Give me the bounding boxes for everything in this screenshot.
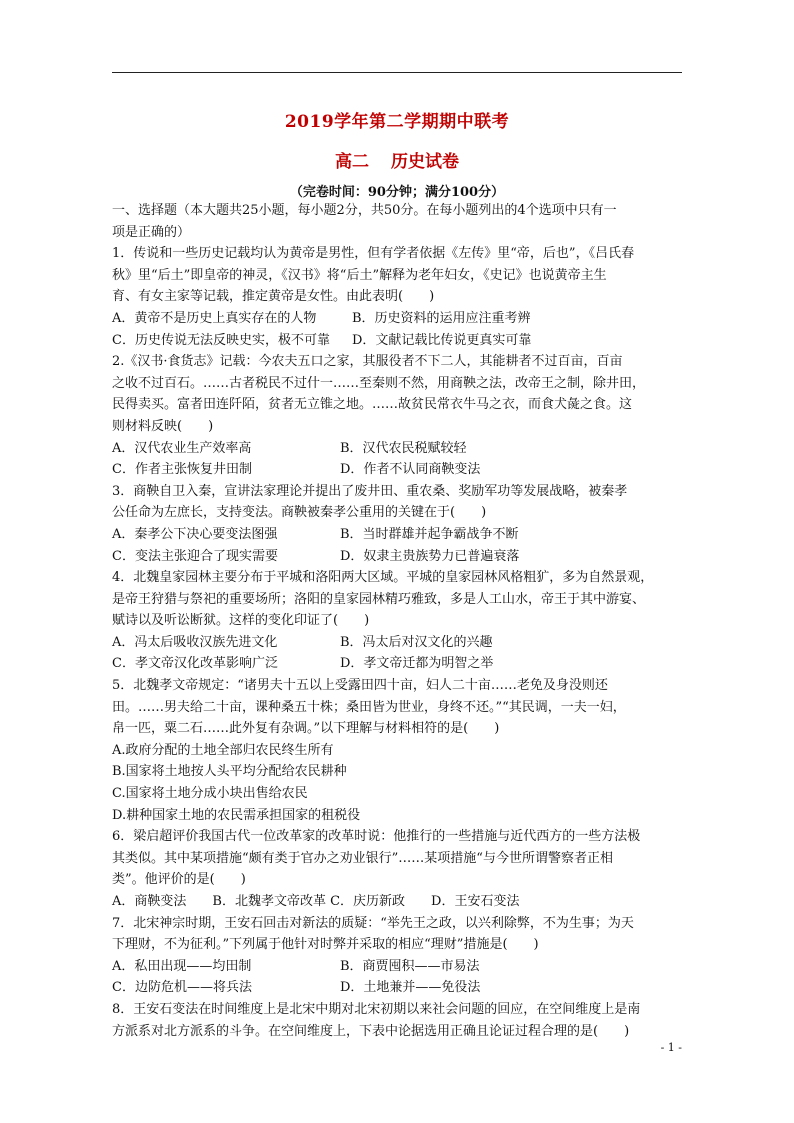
question-option-line: D．孝文帝迁都为明智之举	[340, 656, 494, 672]
question-stem-line: 田。……男夫给二十亩，课种桑五十株；桑田皆为世业，身终不还。”“其民调，一夫一妇，	[112, 699, 626, 715]
grade-label: 高二	[335, 152, 369, 172]
question-stem-line: 民得卖买。富者田连阡陌，贫者无立锥之地。……故贫民常衣牛马之衣，而食犬彘之食。这	[112, 397, 633, 413]
exam-time-note: （完卷时间：90分钟；满分100分）	[289, 185, 505, 200]
option-row	[112, 330, 684, 352]
question-option-line: A．秦孝公下决心要变法图强	[112, 526, 278, 542]
question-option-line: D.耕种国家土地的农民需承担国家的租税役	[112, 807, 361, 823]
question-option-line: A.政府分配的土地全部归农民终生所有	[112, 742, 334, 758]
exam-title: 2019学年第二学期期中联考	[284, 112, 510, 132]
exam-subtitle	[0, 147, 794, 172]
question-7	[112, 913, 684, 999]
question-stem-line: 赋诗以及听讼断狱。这样的变化印证了( )	[112, 613, 370, 629]
option-row	[112, 546, 684, 568]
exam-body	[112, 200, 684, 1042]
question-option-line: B．汉代农民税赋较轻	[340, 440, 467, 456]
question-5	[112, 675, 684, 826]
page-number: - 1 -	[660, 1041, 682, 1054]
question-stem-line: 4．北魏皇家园林主要分布于平城和洛阳两大区域。平城的皇家园林风格粗犷，多为自然景观，	[112, 570, 654, 586]
question-option-line: C．孝文帝汉化改革影响广泛	[112, 656, 278, 672]
question-option-line: A．汉代农业生产效率高	[112, 440, 252, 456]
option-row	[112, 632, 684, 654]
option-row	[112, 956, 684, 978]
question-6	[112, 826, 684, 912]
question-stem-line: 8．王安石变法在时间维度上是北宋中期对北宋初期以来社会问题的回应，在空间维度上是南	[112, 1001, 641, 1017]
question-1	[112, 243, 684, 351]
option-row	[112, 459, 684, 481]
subject-label: 历史试卷	[391, 152, 459, 172]
question-option-line: A．黄帝不是历史上真实存在的人物	[112, 310, 317, 326]
question-option-line: A．冯太后吸收汉族先进文化	[112, 634, 278, 650]
section-heading	[112, 200, 684, 243]
option-row	[112, 438, 684, 460]
question-option-line: D．土地兼并——免役法	[340, 980, 481, 996]
question-3	[112, 481, 684, 567]
question-2	[112, 351, 684, 481]
question-stem-line: 其类似。其中某项措施“颇有类于官办之劝业银行”……某项措施“与今世所谓警察者正相	[112, 850, 613, 866]
question-stem-line: 1．传说和一些历史记载均认为黄帝是男性，但有学者依据《左传》里“帝，后也”，《吕氏春	[112, 246, 635, 262]
option-row	[112, 977, 684, 999]
question-stem-line: 帛一匹，粟二石……此外复有杂调。”以下理解与材料相符的是( )	[112, 721, 500, 737]
question-stem-line: 2.《汉书·食货志》记载：今农夫五口之家，其服役者不下二人，其能耕者不过百亩，百亩	[112, 354, 623, 370]
question-option-line: C．变法主张迎合了现实需要	[112, 548, 278, 564]
question-option-line: B.国家将土地按人头平均分配给农民耕种	[112, 764, 347, 780]
question-stem-line: 育、有女主家等记载，推定黄帝是女性。由此表明( )	[112, 289, 435, 305]
option-row	[112, 653, 684, 675]
question-stem-line: 是帝王狩猎与祭祀的重要场所；洛阳的皇家园林精巧雅致，多是人工山水，帝王于其中游宴、	[112, 591, 646, 607]
question-option-line: C．边防危机——将兵法	[112, 980, 252, 996]
question-option-line: D．作者不认同商鞅变法	[340, 462, 481, 478]
question-8	[112, 999, 684, 1042]
question-stem-line: 7．北宋神宗时期，王安石回击对新法的质疑：“举先王之政，以兴利除弊，不为生事；为天	[112, 915, 634, 931]
question-stem-line: 则材料反映( )	[112, 418, 214, 434]
question-option-line: C．作者主张恢复井田制	[112, 462, 252, 478]
option-row	[112, 308, 684, 330]
question-option-line: B．当时群雄并起争霸战争不断	[340, 526, 519, 542]
question-option-line: B．冯太后对汉文化的兴趣	[340, 634, 493, 650]
question-stem-line: 之收不过百石。……古者税民不过什一……至秦则不然，用商鞅之法，改帝王之制，除井田，	[112, 375, 646, 391]
question-stem-line: 类”。他评价的是( )	[112, 872, 246, 888]
question-option-line: B．商贾囤积——市易法	[340, 958, 480, 974]
question-option-line: A．私田出现——均田制	[112, 958, 252, 974]
question-option-line: A．商鞅变法 B．北魏孝文帝改革 C．庆历新政 D．王安石变法	[112, 894, 520, 909]
question-stem-line: 方派系对北方派系的斗争。在空间维度上，下表中论据选用正确且论证过程合理的是( )	[112, 1023, 630, 1039]
question-option-line: C．历史传说无法反映史实，极不可靠	[112, 332, 330, 348]
question-option-line: B．历史资料的运用应注重考辨	[352, 310, 531, 326]
question-stem-line: 6．梁启超评价我国古代一位改革家的改革时说：他推行的一些措施与近代西方的一些方法极	[112, 829, 641, 845]
question-stem-line: 3．商鞅自卫入秦，宣讲法家理论并提出了废井田、重农桑、奖励军功等发展战略，被秦孝	[112, 483, 628, 499]
section-heading-line: 一、选择题（本大题共25小题，每小题2分，共50分。在每小题列出的4个选项中只有一	[112, 203, 617, 218]
option-row	[112, 524, 684, 546]
header-rule	[112, 72, 682, 73]
question-option-line: D．奴隶主贵族势力已普遍衰落	[340, 548, 520, 564]
question-option-line: D．文献记载比传说更真实可靠	[352, 332, 532, 348]
section-heading-line: 项是正确的）	[112, 224, 191, 240]
question-stem-line: 5．北魏孝文帝规定：“诸男夫十五以上受露田四十亩，妇人二十亩……老免及身没则还	[112, 678, 608, 694]
question-option-line: C.国家将土地分成小块出售给农民	[112, 786, 308, 802]
question-4	[112, 567, 684, 675]
question-stem-line: 公任命为左庶长，支持变法。商鞅被秦孝公重用的关键在于( )	[112, 505, 487, 521]
question-stem-line: 秋》里“后土”即皇帝的神灵，《汉书》将“后土”解释为老年妇女，《史记》也说黄帝主生	[112, 267, 607, 283]
question-stem-line: 下理财，不为征利。”下列属于他针对时弊并采取的相应“理财”措施是( )	[112, 937, 539, 953]
